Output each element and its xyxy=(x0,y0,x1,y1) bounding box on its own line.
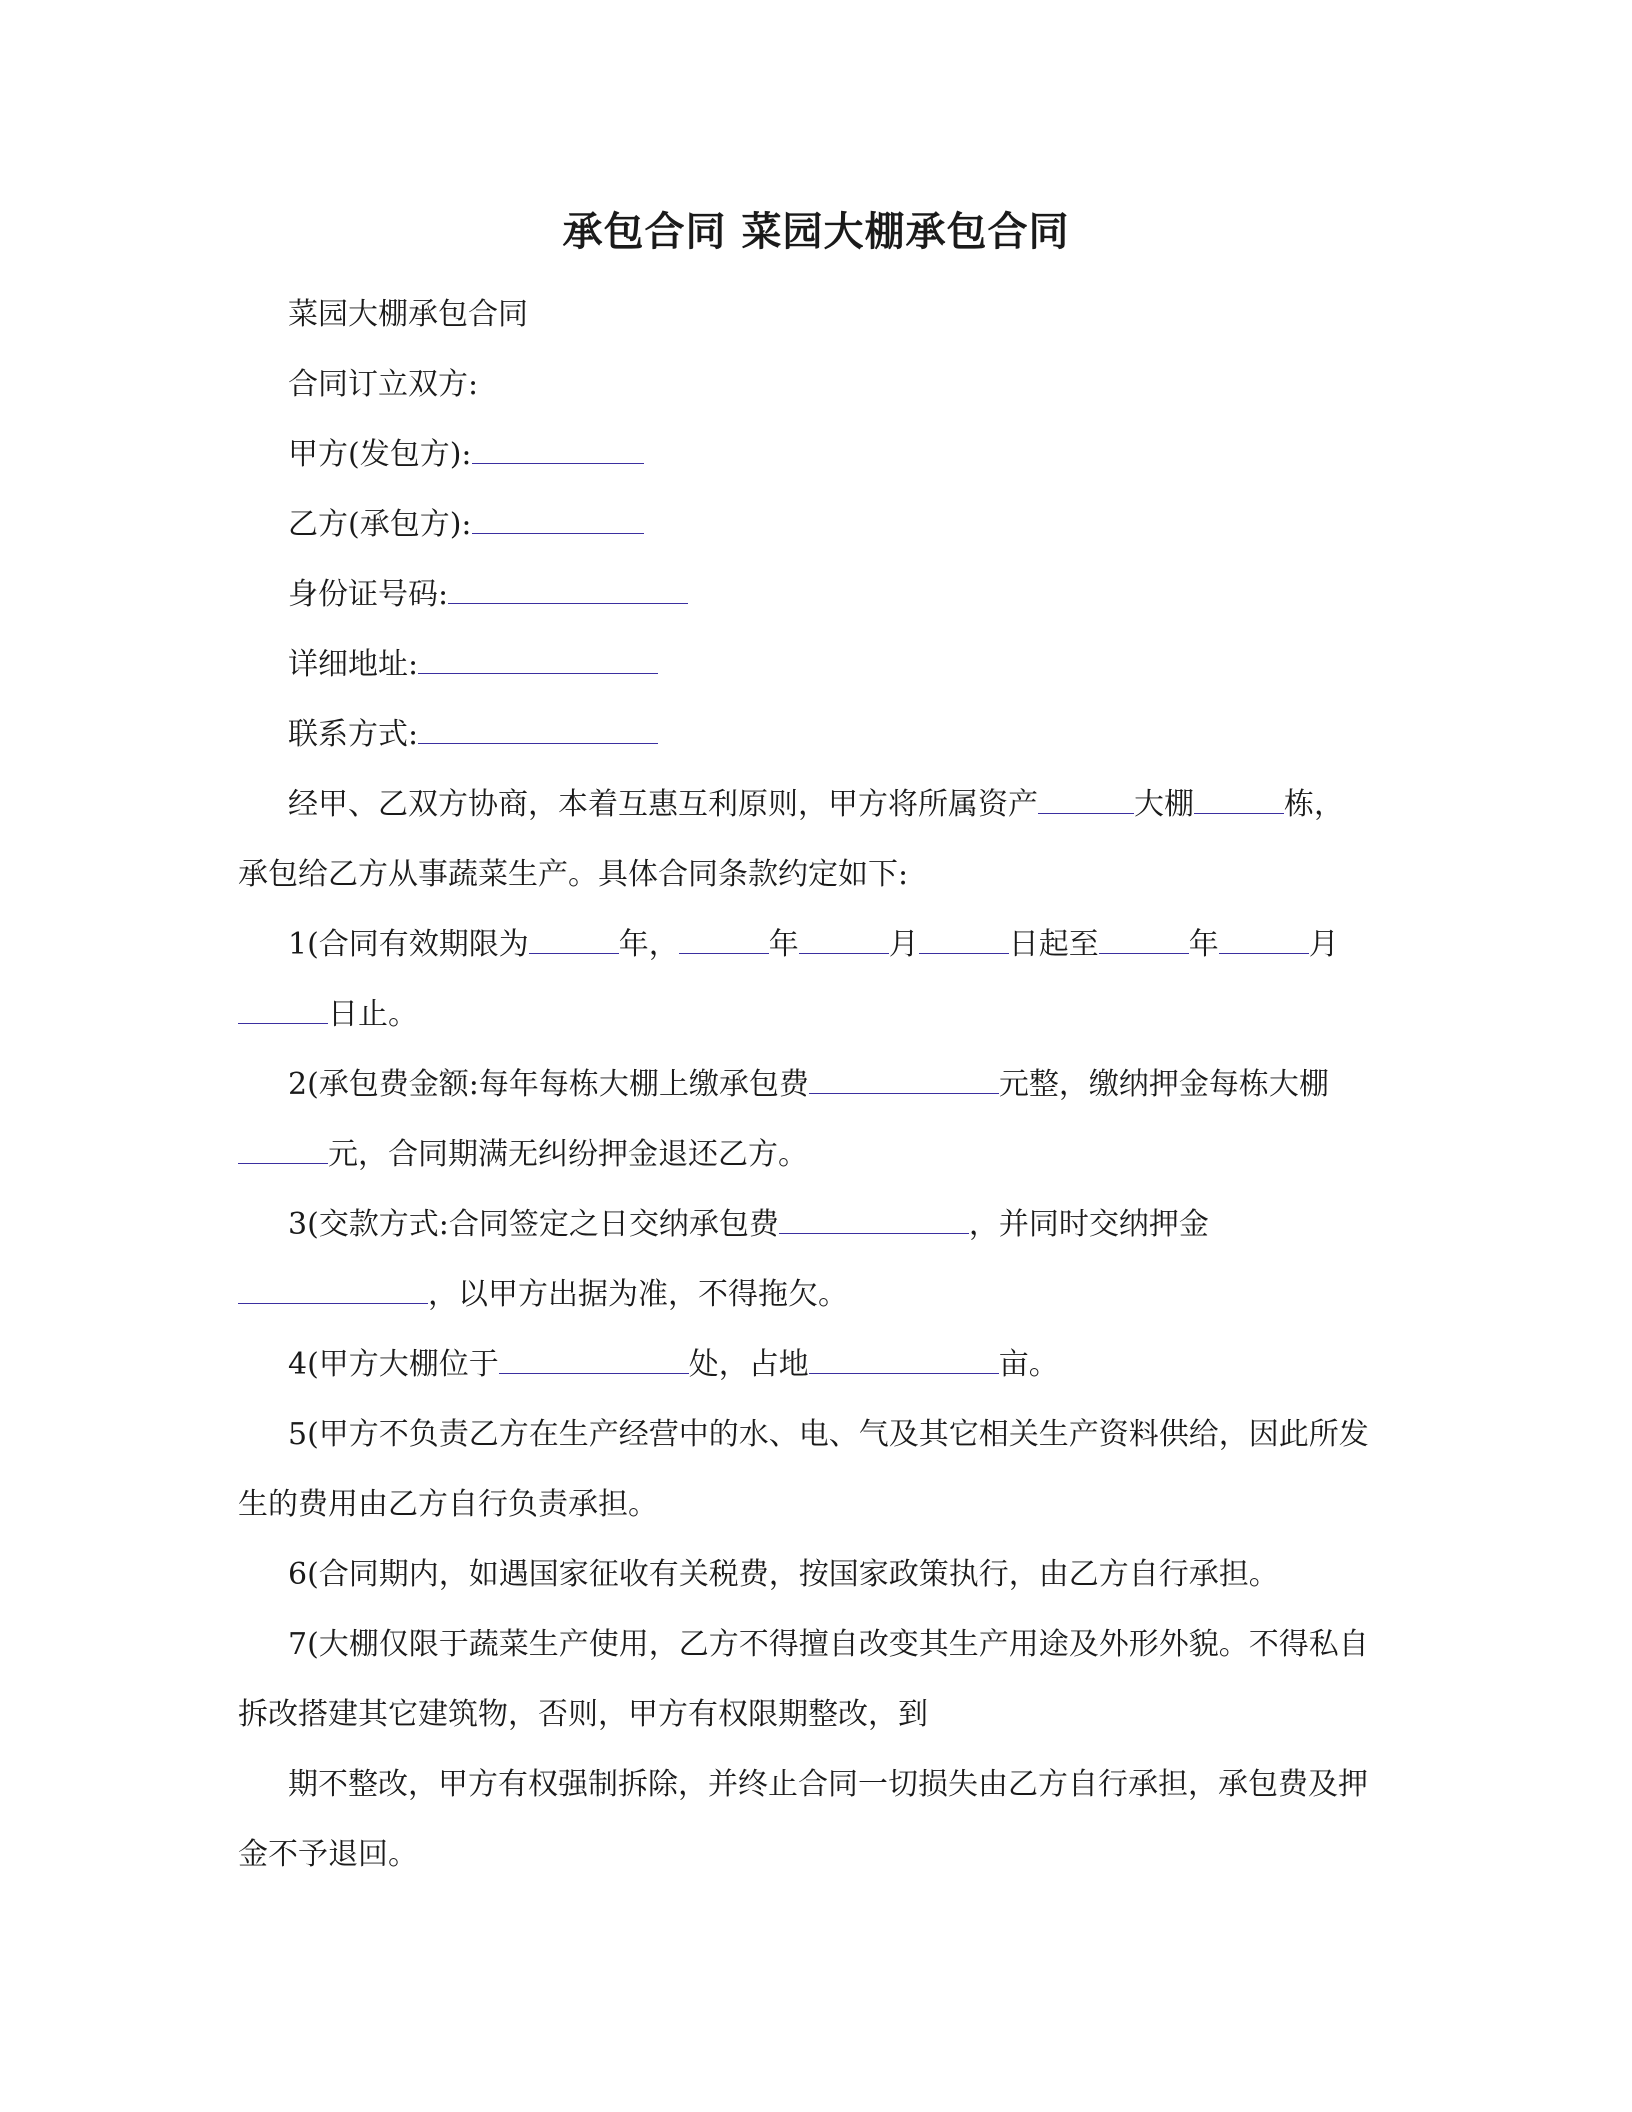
start-month-blank[interactable] xyxy=(799,927,889,954)
intro-text-1: 经甲、乙双方协商，本着互惠互利原则，甲方将所属资产 xyxy=(288,787,1038,822)
id-number-label: 身份证号码: xyxy=(288,577,449,612)
contact-line xyxy=(238,700,1373,770)
clause-6 xyxy=(238,1540,1373,1610)
party-a-blank[interactable] xyxy=(472,437,644,464)
clause-4-text-c: 亩。 xyxy=(998,1347,1059,1382)
id-number-blank[interactable] xyxy=(448,577,688,604)
clause-3-text-a: 3(交款方式:合同签定之日交纳承包费 xyxy=(288,1207,779,1242)
term-years-blank[interactable] xyxy=(529,927,619,954)
clause-1 xyxy=(238,910,1373,1050)
clause-4-text-a: 4(甲方大棚位于 xyxy=(288,1347,499,1382)
address-blank[interactable] xyxy=(418,647,658,674)
start-year-blank[interactable] xyxy=(679,927,769,954)
clause-7-text: 7(大棚仅限于蔬菜生产使用，乙方不得擅自改变其生产用途及外形外貌。不得私自拆改搭建其它建筑物，否则，甲方有权限期整改，到 xyxy=(238,1627,1369,1732)
clause-5 xyxy=(238,1400,1373,1540)
intro-text-2: 大棚 xyxy=(1134,787,1194,822)
intro-paragraph xyxy=(238,770,1373,910)
id-number-line xyxy=(238,560,1373,630)
start-day-blank[interactable] xyxy=(919,927,1009,954)
clause-1-text-a: 1(合同有效期限为 xyxy=(288,927,529,962)
intro-text-3: 栋，承包给乙方从事蔬菜生产。具体合同条款约定如下: xyxy=(238,787,1344,892)
asset-blank[interactable] xyxy=(1038,787,1134,814)
clause-1-text-b: 年， xyxy=(618,927,679,962)
clause-1-text-e: 日起至 xyxy=(1008,927,1099,962)
party-b-line xyxy=(238,490,1373,560)
address-line xyxy=(238,630,1373,700)
greenhouse-count-blank[interactable] xyxy=(1194,787,1284,814)
parties-intro-text: 合同订立双方: xyxy=(288,367,479,402)
clause-2 xyxy=(238,1050,1373,1190)
clause-1-text-g: 月 xyxy=(1308,927,1339,962)
subtitle-line xyxy=(238,280,1373,350)
payment-fee-blank[interactable] xyxy=(779,1207,969,1234)
clause-4 xyxy=(238,1330,1373,1400)
clause-7-continued xyxy=(238,1750,1373,1890)
clause-1-text-c: 年 xyxy=(768,927,799,962)
clause-7-continued-text: 期不整改，甲方有权强制拆除，并终止合同一切损失由乙方自行承担，承包费及押金不予退回。 xyxy=(238,1767,1368,1872)
clause-2-text-c: 元，合同期满无纠纷押金退还乙方。 xyxy=(328,1137,808,1172)
location-blank[interactable] xyxy=(499,1347,689,1374)
clause-5-text: 5(甲方不负责乙方在生产经营中的水、电、气及其它相关生产资料供给，因此所发生的费用由乙方自行负责承担。 xyxy=(238,1417,1369,1522)
clause-1-text-d: 月 xyxy=(888,927,919,962)
end-year-blank[interactable] xyxy=(1099,927,1189,954)
contact-label: 联系方式: xyxy=(288,717,419,752)
contact-blank[interactable] xyxy=(418,717,658,744)
clause-2-text-a: 2(承包费金额:每年每栋大棚上缴承包费 xyxy=(288,1067,809,1102)
party-a-label: 甲方(发包方): xyxy=(288,437,472,472)
fee-blank[interactable] xyxy=(809,1067,999,1094)
clause-1-text-h: 日止。 xyxy=(328,997,418,1032)
clause-6-text: 6(合同期内，如遇国家征收有关税费，按国家政策执行，由乙方自行承担。 xyxy=(288,1557,1279,1592)
clause-2-text-b: 元整，缴纳押金每栋大棚 xyxy=(998,1067,1329,1102)
address-label: 详细地址: xyxy=(288,647,419,682)
area-blank[interactable] xyxy=(809,1347,999,1374)
clause-3-text-b: ，并同时交纳押金 xyxy=(968,1207,1209,1242)
document-title: 承包合同 菜园大棚承包合同 xyxy=(562,208,1070,255)
clause-3-text-c: ，以甲方出据为准，不得拖欠。 xyxy=(428,1277,848,1312)
clause-3 xyxy=(238,1190,1373,1330)
end-day-blank[interactable] xyxy=(238,997,328,1024)
deposit-blank[interactable] xyxy=(238,1137,328,1164)
parties-intro-line xyxy=(238,350,1373,420)
clause-4-text-b: 处，占地 xyxy=(688,1347,809,1382)
party-b-label: 乙方(承包方): xyxy=(288,507,472,542)
document-body xyxy=(238,280,1373,1890)
subtitle-text: 菜园大棚承包合同 xyxy=(288,297,528,332)
end-month-blank[interactable] xyxy=(1219,927,1309,954)
clause-1-text-f: 年 xyxy=(1188,927,1219,962)
party-a-line xyxy=(238,420,1373,490)
clause-7 xyxy=(238,1610,1373,1750)
payment-deposit-blank[interactable] xyxy=(238,1277,428,1304)
party-b-blank[interactable] xyxy=(472,507,644,534)
